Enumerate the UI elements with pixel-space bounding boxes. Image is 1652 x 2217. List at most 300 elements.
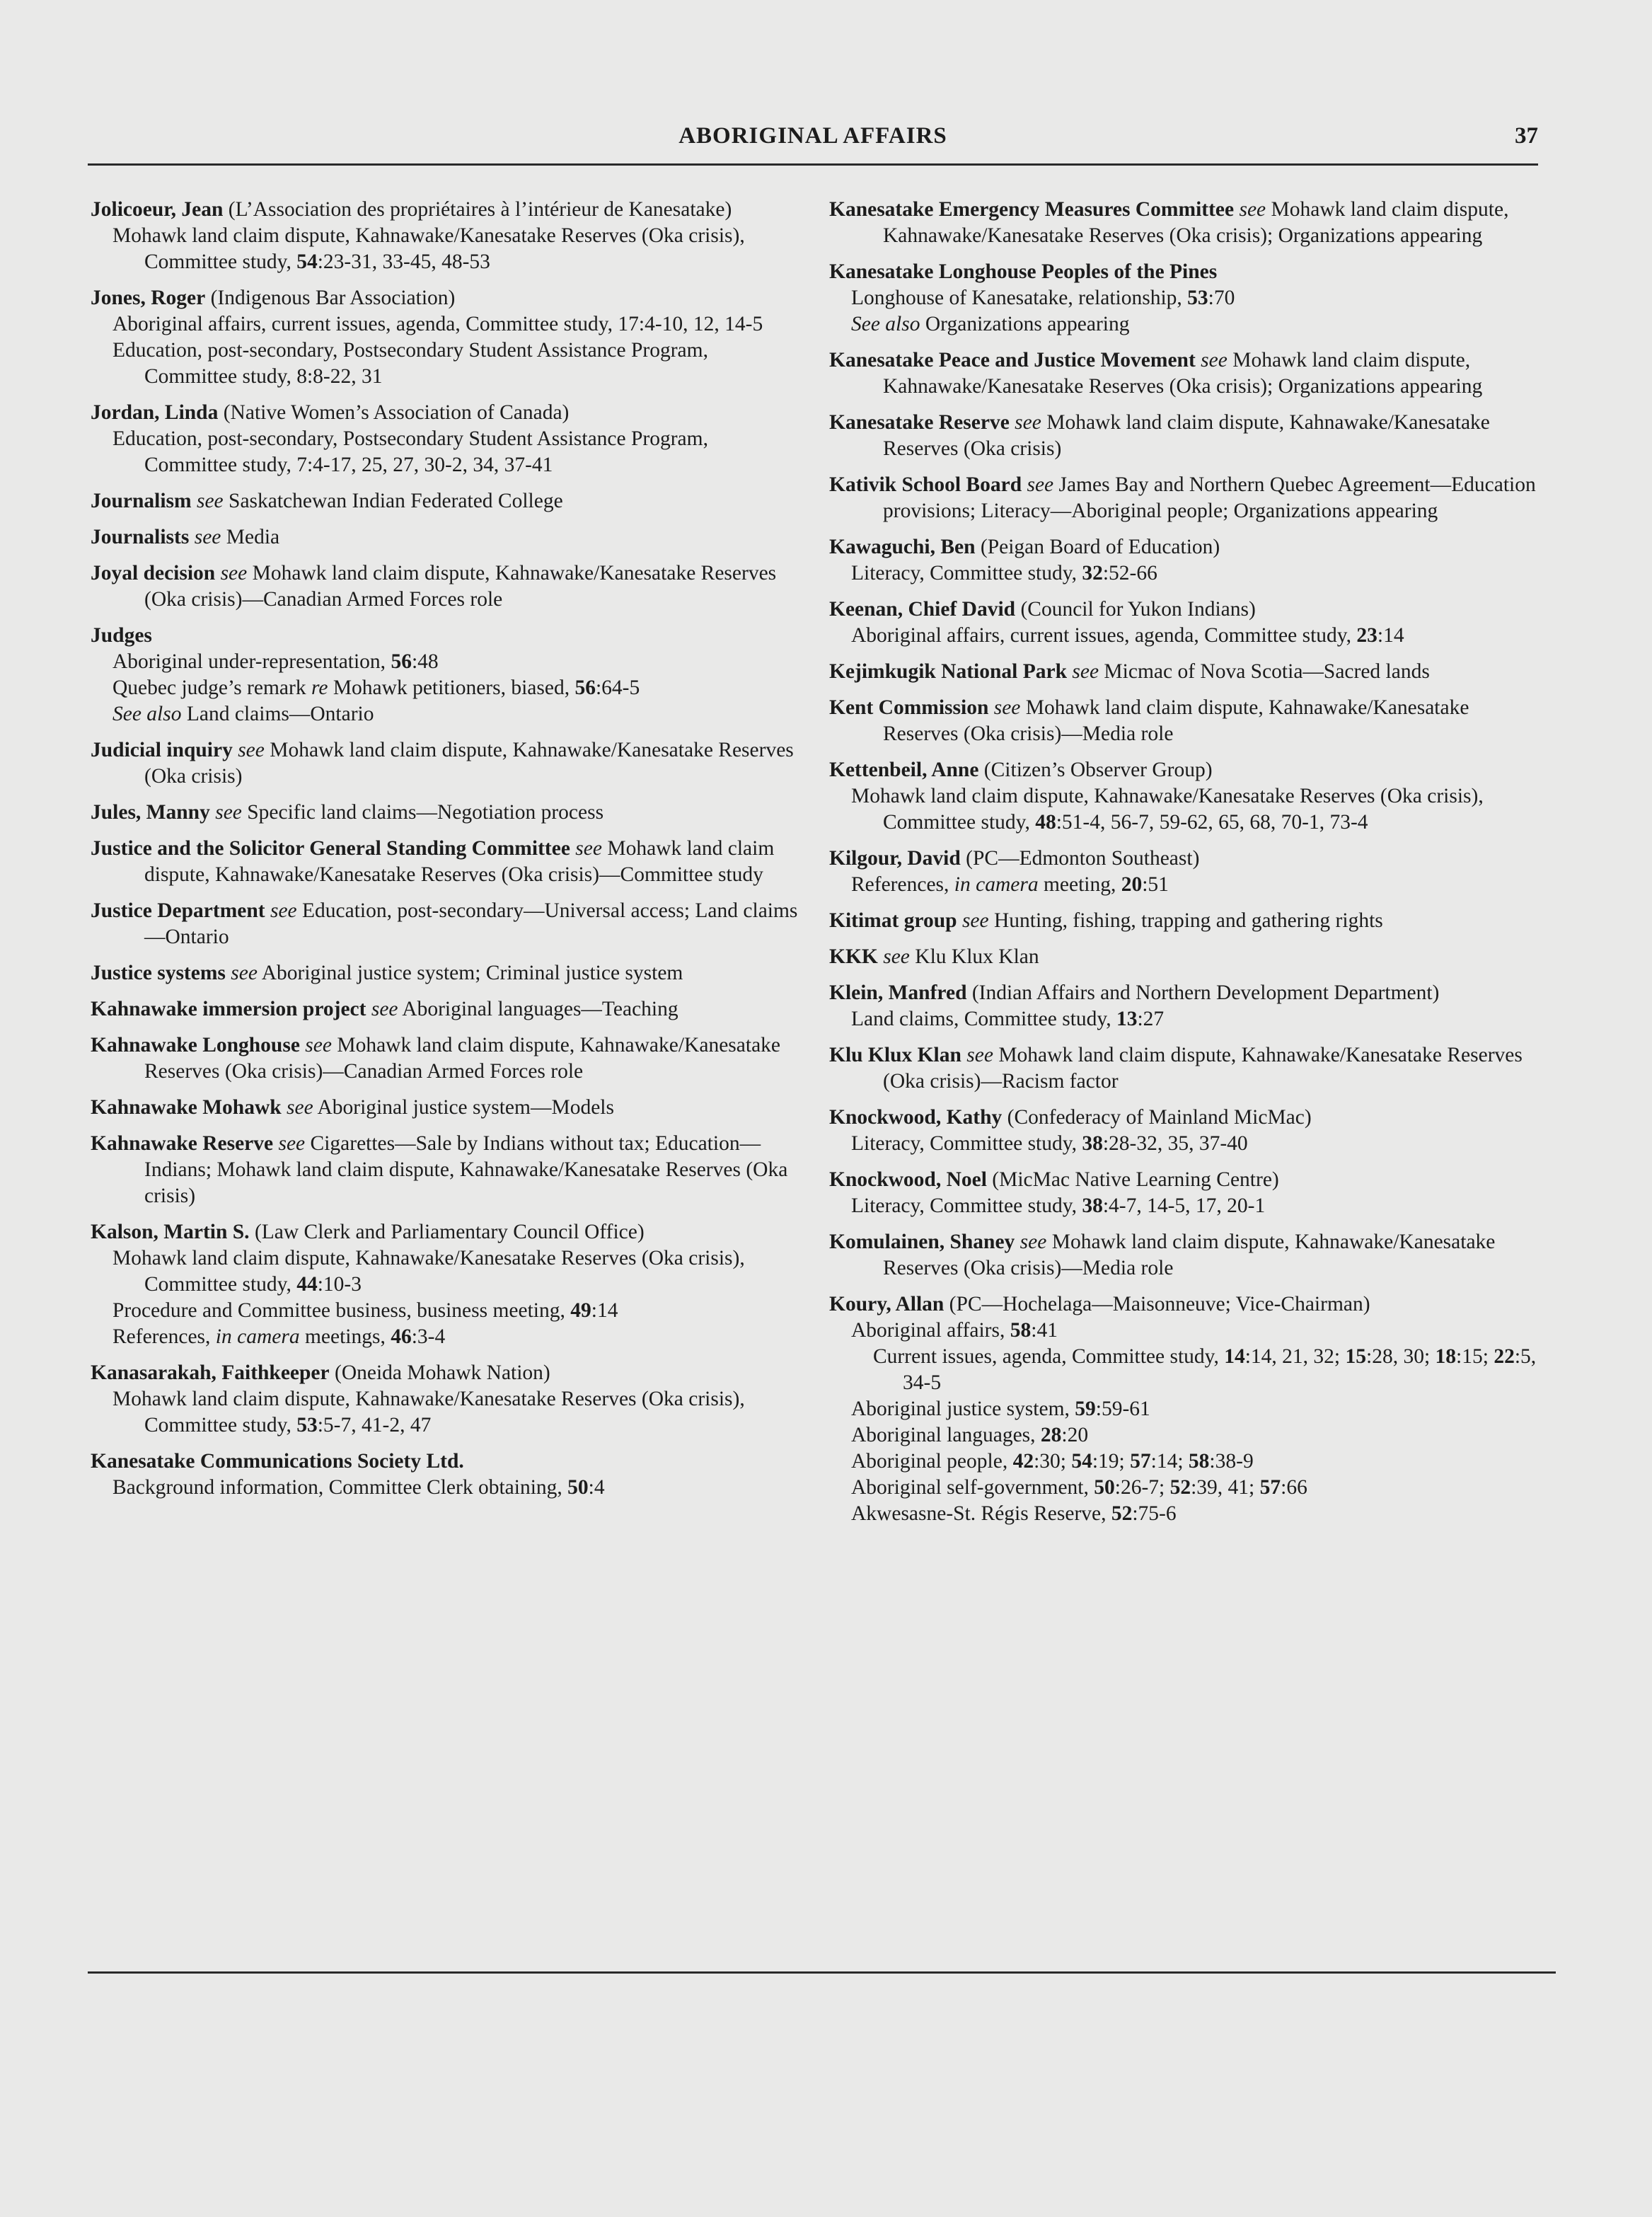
index-entry	[91, 285, 798, 390]
sub-entry-text: Quebec judge’s remark	[112, 676, 311, 699]
entry-term: Journalism	[91, 490, 192, 512]
issue-number: 53	[296, 1414, 318, 1436]
index-entry	[91, 836, 798, 888]
sub-entry-text: Aboriginal affairs, current issues, agenda, Committee study,	[851, 624, 1357, 647]
sub-entry-text: Literacy, Committee study,	[851, 562, 1082, 585]
entry-term: Jordan, Linda	[91, 401, 219, 424]
issue-number: 52	[1169, 1476, 1191, 1499]
sub-entry	[829, 311, 1537, 338]
entry-heading	[91, 400, 798, 426]
entry-detail: Aboriginal languages—Teaching	[398, 998, 678, 1020]
entry-term: Kahnawake immersion project	[91, 998, 366, 1020]
entry-detail: Mohawk land claim dispute, Kahnawake/Kanesatake Reserves (Oka crisis)—Canadian Armed Forces role	[144, 562, 777, 611]
see-reference: see	[1072, 660, 1099, 683]
sub-entry-text: :3-4	[411, 1325, 446, 1348]
sub-entry	[829, 560, 1537, 587]
entry-detail: (Citizen’s Observer Group)	[978, 759, 1213, 781]
entry-term: Kahnawake Longhouse	[91, 1034, 300, 1056]
entry-term: KKK	[829, 945, 878, 968]
entry-term: Kilgour, David	[829, 847, 961, 870]
issue-number: 15	[1345, 1345, 1367, 1368]
entry-heading	[91, 996, 798, 1023]
entry-term: Jones, Roger	[91, 287, 206, 309]
entry-heading	[829, 846, 1537, 872]
sub-entry-text: in camera	[954, 873, 1039, 896]
index-entry	[91, 1219, 798, 1350]
entry-heading	[829, 695, 1537, 747]
entry-heading	[829, 472, 1537, 524]
entry-term: Kanesatake Reserve	[829, 411, 1010, 434]
index-entry	[91, 898, 798, 950]
sub-entry-text: :41	[1031, 1319, 1058, 1342]
entry-term: Justice and the Solicitor General Standing Committee	[91, 837, 570, 860]
sub-entry-text: Organizations appearing	[920, 313, 1130, 335]
entry-detail: Hunting, fishing, trapping and gathering rights	[988, 909, 1383, 932]
entry-term: Koury, Allan	[829, 1293, 945, 1315]
sub-entry-text: re	[311, 676, 328, 699]
issue-number: 49	[570, 1299, 591, 1322]
entry-term: Kahnawake Mohawk	[91, 1096, 282, 1119]
entry-term: Knockwood, Noel	[829, 1168, 987, 1191]
index-entry	[829, 757, 1537, 836]
see-reference: see	[238, 739, 265, 761]
entry-term: Klein, Manfred	[829, 981, 967, 1004]
sub-entry-text: :14	[1377, 624, 1404, 647]
entry-detail: (Oneida Mohawk Nation)	[329, 1361, 550, 1384]
sub-entry-text: :75-6	[1132, 1502, 1177, 1525]
sub-entry-text: :5, 34-5	[903, 1345, 1537, 1394]
issue-number: 52	[1111, 1502, 1133, 1525]
issue-number: 38	[1082, 1132, 1103, 1155]
sub-entry-text: :4-7, 14-5, 17, 20-1	[1102, 1194, 1266, 1217]
sub-entry	[829, 1131, 1537, 1157]
entry-term: Kanesatake Communications Society Ltd.	[91, 1450, 464, 1473]
sub-entry-text: Mohawk petitioners, biased,	[328, 676, 575, 699]
issue-number: 22	[1494, 1345, 1515, 1368]
index-entry	[91, 1095, 798, 1121]
see-reference: see	[1019, 1231, 1047, 1253]
sub-entry-text: :28-32, 35, 37-40	[1102, 1132, 1248, 1155]
see-reference: see	[278, 1132, 306, 1155]
header-rule	[88, 163, 1538, 166]
entry-detail: Aboriginal justice system—Models	[313, 1096, 614, 1119]
sub-entry-text: :20	[1061, 1424, 1089, 1446]
index-entry	[829, 197, 1537, 249]
issue-number: 56	[391, 650, 412, 673]
entry-term: Kanesatake Longhouse Peoples of the Pines	[829, 260, 1218, 283]
sub-entry-text: Background information, Committee Clerk obtaining,	[112, 1476, 568, 1499]
sub-entry-text: :51	[1142, 873, 1169, 896]
entry-heading	[91, 737, 798, 790]
sub-entry	[829, 1475, 1537, 1501]
index-entry	[829, 695, 1537, 747]
index-entry	[829, 410, 1537, 462]
entry-detail: (PC—Edmonton Southeast)	[960, 847, 1200, 870]
index-entry	[91, 623, 798, 727]
see-reference: see	[371, 998, 398, 1020]
sub-entry	[91, 1475, 798, 1501]
sub-entry	[829, 1006, 1537, 1032]
entry-detail: Mohawk land claim dispute, Kahnawake/Kanesatake Reserves (Oka crisis)—Canadian Armed Forces role	[144, 1034, 781, 1083]
sub-entry-text: Aboriginal under-representation,	[112, 650, 391, 673]
entry-heading	[829, 980, 1537, 1006]
index-entry	[91, 524, 798, 551]
sub-entry-text: Literacy, Committee study,	[851, 1132, 1082, 1155]
entry-heading	[829, 1042, 1537, 1095]
see-reference: see	[1239, 198, 1266, 221]
entry-heading	[829, 908, 1537, 934]
entry-heading	[829, 944, 1537, 970]
sub-entry-text: Longhouse of Kanesatake, relationship,	[851, 287, 1188, 309]
entry-detail: (PC—Hochelaga—Maisonneuve; Vice-Chairman)	[944, 1293, 1370, 1315]
sub-entry	[91, 701, 798, 727]
sub-entry	[91, 1245, 798, 1298]
entry-heading	[829, 1291, 1537, 1318]
entry-heading	[829, 347, 1537, 400]
entry-heading	[829, 659, 1537, 685]
sub-entry-text: :38-9	[1209, 1450, 1254, 1473]
index-entry	[91, 1032, 798, 1085]
sub-entry-text: Procedure and Committee business, business meeting,	[112, 1299, 571, 1322]
entry-detail: (Confederacy of Mainland MicMac)	[1002, 1106, 1312, 1129]
see-reference: see	[194, 526, 221, 548]
entry-term: Kanesatake Emergency Measures Committee	[829, 198, 1235, 221]
sub-entry	[91, 338, 798, 390]
entry-detail: Micmac of Nova Scotia—Sacred lands	[1099, 660, 1430, 683]
entry-term: Jolicoeur, Jean	[91, 198, 224, 221]
entry-detail: Mohawk land claim dispute, Kahnawake/Kanesatake Reserves (Oka crisis)—Committee study	[144, 837, 775, 886]
sub-entry	[829, 1344, 1537, 1396]
sub-entry-text: Mohawk land claim dispute, Kahnawake/Kanesatake Reserves (Oka crisis), Committee study,	[112, 1388, 745, 1436]
index-entry	[829, 908, 1537, 934]
index-entry	[91, 1131, 798, 1209]
see-reference: see	[220, 562, 248, 585]
entry-detail: (MicMac Native Learning Centre)	[986, 1168, 1279, 1191]
entry-detail: (Native Women’s Association of Canada)	[218, 401, 570, 424]
issue-number: 14	[1224, 1345, 1245, 1368]
sub-entry	[91, 1324, 798, 1350]
sub-entry-text: Aboriginal people,	[851, 1450, 1013, 1473]
sub-entry-text: Education, post-secondary, Postsecondary Student Assistance Program, Committee study, 7:4-17, 25, 27, 30-2, 34, 37-41	[112, 427, 708, 476]
index-entry	[91, 1360, 798, 1439]
entry-detail: (L’Association des propriétaires à l’intérieur de Kanesatake)	[223, 198, 732, 221]
sub-entry	[91, 311, 798, 338]
index-entry	[829, 1229, 1537, 1282]
entry-heading	[829, 259, 1537, 285]
sub-entry-text: :28, 30;	[1366, 1345, 1436, 1368]
entry-detail: Mohawk land claim dispute, Kahnawake/Kanesatake Reserves (Oka crisis)—Media role	[883, 1231, 1496, 1279]
sub-entry-text: :15;	[1456, 1345, 1494, 1368]
entry-heading	[91, 285, 798, 311]
see-reference: see	[993, 696, 1021, 719]
entry-heading	[829, 197, 1537, 249]
index-entry	[829, 534, 1537, 587]
sub-entry	[829, 1501, 1537, 1527]
sub-entry-text: Aboriginal languages,	[851, 1424, 1041, 1446]
sub-entry	[91, 649, 798, 675]
issue-number: 46	[391, 1325, 412, 1348]
page-title: ABORIGINAL AFFAIRS	[678, 123, 947, 149]
sub-entry	[91, 1298, 798, 1324]
see-reference: see	[270, 899, 297, 922]
see-reference: see	[287, 1096, 313, 1119]
entry-detail: James Bay and Northern Quebec Agreement—Education provisions; Literacy—Aboriginal people; Organizations appearing	[883, 473, 1536, 522]
sub-entry-text: Literacy, Committee study,	[851, 1194, 1082, 1217]
entry-heading	[829, 1167, 1537, 1193]
entry-heading	[829, 1229, 1537, 1282]
index-entry	[829, 980, 1537, 1032]
entry-term: Keenan, Chief David	[829, 598, 1016, 621]
see-reference: see	[966, 1044, 993, 1066]
index-entry	[829, 1291, 1537, 1527]
sub-entry	[91, 675, 798, 701]
sub-entry-text: Land claims—Ontario	[181, 703, 374, 725]
index-entry	[91, 1449, 798, 1501]
sub-entry-text: :59-61	[1095, 1398, 1150, 1420]
issue-number: 56	[574, 676, 596, 699]
entry-term: Kejimkugik National Park	[829, 660, 1067, 683]
entry-detail: Media	[221, 526, 280, 548]
see-reference: see	[1027, 473, 1054, 496]
entry-term: Klu Klux Klan	[829, 1044, 961, 1066]
index-entry	[91, 197, 798, 275]
sub-entry-text: Aboriginal affairs,	[851, 1319, 1010, 1342]
index-entry	[829, 597, 1537, 649]
entry-heading	[91, 1449, 798, 1475]
entry-heading	[91, 800, 798, 826]
index-entry	[91, 960, 798, 986]
sub-entry-text: Mohawk land claim dispute, Kahnawake/Kanesatake Reserves (Oka crisis), Committee study,	[112, 1247, 745, 1296]
entry-term: Kahnawake Reserve	[91, 1132, 274, 1155]
see-reference: see	[961, 909, 989, 932]
entry-term: Joyal decision	[91, 562, 216, 585]
index-entry	[829, 259, 1537, 338]
issue-number: 23	[1356, 624, 1377, 647]
index-column-right	[829, 197, 1537, 1537]
sub-entry-text: :26-7;	[1114, 1476, 1170, 1499]
issue-number: 50	[567, 1476, 589, 1499]
issue-number: 44	[296, 1273, 318, 1296]
sub-entry-text: Mohawk land claim dispute, Kahnawake/Kanesatake Reserves (Oka crisis), Committee study,	[851, 785, 1484, 834]
sub-entry-text: meeting,	[1038, 873, 1121, 896]
sub-entry	[829, 1193, 1537, 1219]
entry-term: Kanesatake Peace and Justice Movement	[829, 349, 1196, 372]
issue-number: 58	[1010, 1319, 1032, 1342]
entry-detail: (Council for Yukon Indians)	[1015, 598, 1256, 621]
sub-entry-text: :14, 21, 32;	[1244, 1345, 1346, 1368]
see-reference: see	[1201, 349, 1228, 372]
entry-heading	[91, 1219, 798, 1245]
entry-detail: Klu Klux Klan	[909, 945, 1039, 968]
footer-rule	[88, 1971, 1556, 1974]
entry-term: Kawaguchi, Ben	[829, 536, 976, 558]
sub-entry-text: :39, 41;	[1191, 1476, 1260, 1499]
sub-entry-text: :30;	[1034, 1450, 1072, 1473]
sub-entry-text: Land claims, Committee study,	[851, 1008, 1116, 1030]
sub-entry-text: References,	[851, 873, 954, 896]
entry-detail: (Peigan Board of Education)	[975, 536, 1220, 558]
entry-detail: (Indigenous Bar Association)	[205, 287, 456, 309]
see-reference: see	[883, 945, 910, 968]
index-entry	[91, 560, 798, 613]
sub-entry-text: Aboriginal justice system,	[851, 1398, 1075, 1420]
entry-heading	[829, 757, 1537, 783]
entry-term: Judicial inquiry	[91, 739, 233, 761]
index-entry	[91, 400, 798, 478]
issue-number: 50	[1094, 1476, 1115, 1499]
issue-number: 13	[1116, 1008, 1138, 1030]
sub-entry-text: See also	[851, 313, 920, 335]
issue-number: 28	[1040, 1424, 1062, 1446]
entry-heading	[91, 197, 798, 223]
index-column-left	[91, 197, 798, 1511]
sub-entry-text: Education, post-secondary, Postsecondary Student Assistance Program, Committee study, 8:8-22, 31	[112, 339, 708, 388]
sub-entry	[829, 872, 1537, 898]
index-entry	[91, 737, 798, 790]
sub-entry-text: Mohawk land claim dispute, Kahnawake/Kanesatake Reserves (Oka crisis), Committee study,	[112, 224, 745, 273]
entry-term: Komulainen, Shaney	[829, 1231, 1015, 1253]
sub-entry	[829, 1449, 1537, 1475]
index-entry	[829, 944, 1537, 970]
sub-entry-text: meetings,	[299, 1325, 391, 1348]
see-reference: see	[231, 962, 258, 984]
sub-entry	[91, 426, 798, 478]
entry-term: Kettenbeil, Anne	[829, 759, 979, 781]
sub-entry-text: :14	[591, 1299, 618, 1322]
entry-heading	[91, 1360, 798, 1386]
entry-heading	[91, 1032, 798, 1085]
entry-detail: Mohawk land claim dispute, Kahnawake/Kanesatake Reserves (Oka crisis)—Racism factor	[883, 1044, 1523, 1093]
entry-term: Justice systems	[91, 962, 226, 984]
sub-entry-text: Current issues, agenda, Committee study,	[873, 1345, 1225, 1368]
sub-entry	[829, 1318, 1537, 1344]
entry-detail: Mohawk land claim dispute, Kahnawake/Kanesatake Reserves (Oka crisis)	[883, 411, 1490, 460]
entry-term: Kativik School Board	[829, 473, 1022, 496]
entry-term: Kent Commission	[829, 696, 989, 719]
entry-detail: Specific land claims—Negotiation process	[241, 801, 604, 824]
issue-number: 57	[1130, 1450, 1151, 1473]
entry-heading	[91, 524, 798, 551]
entry-heading	[91, 1131, 798, 1209]
entry-heading	[829, 534, 1537, 560]
entry-detail: (Law Clerk and Parliamentary Council Office)	[249, 1221, 645, 1243]
entry-heading	[91, 623, 798, 649]
entry-heading	[91, 1095, 798, 1121]
entry-term: Kitimat group	[829, 909, 957, 932]
index-entry	[829, 1042, 1537, 1095]
issue-number: 54	[1071, 1450, 1092, 1473]
page-header	[88, 120, 1538, 163]
issue-number: 32	[1082, 562, 1103, 585]
sub-entry-text: References,	[112, 1325, 216, 1348]
index-entry	[829, 1105, 1537, 1157]
see-reference: see	[575, 837, 602, 860]
sub-entry-text: Aboriginal affairs, current issues, agenda, Committee study, 17:4-10, 12, 14-5	[112, 313, 763, 335]
entry-detail: Education, post-secondary—Universal access; Land claims—Ontario	[144, 899, 798, 948]
see-reference: see	[305, 1034, 332, 1056]
entry-detail: Mohawk land claim dispute, Kahnawake/Kanesatake Reserves (Oka crisis); Organizations appearing	[883, 349, 1483, 398]
issue-number: 42	[1012, 1450, 1034, 1473]
index-entry	[829, 472, 1537, 524]
sub-entry-text: :19;	[1092, 1450, 1131, 1473]
issue-number: 38	[1082, 1194, 1103, 1217]
sub-entry-text: :48	[411, 650, 439, 673]
entry-term: Judges	[91, 624, 152, 647]
entry-detail: Mohawk land claim dispute, Kahnawake/Kanesatake Reserves (Oka crisis)	[144, 739, 794, 788]
entry-heading	[91, 836, 798, 888]
sub-entry-text: :10-3	[317, 1273, 362, 1296]
sub-entry	[91, 1386, 798, 1439]
entry-term: Journalists	[91, 526, 190, 548]
index-entry	[91, 996, 798, 1023]
entry-heading	[91, 488, 798, 514]
sub-entry	[829, 285, 1537, 311]
sub-entry	[829, 1396, 1537, 1422]
see-reference: see	[215, 801, 242, 824]
entry-term: Jules, Manny	[91, 801, 210, 824]
entry-term: Kalson, Martin S.	[91, 1221, 250, 1243]
entry-detail: Cigarettes—Sale by Indians without tax; Education—Indians; Mohawk land claim dispute, Kahnawake/Kanesatake Reserves (Oka crisis)	[144, 1132, 788, 1207]
index-entry	[829, 659, 1537, 685]
page-number: 37	[1515, 123, 1538, 149]
sub-entry	[829, 783, 1537, 836]
sub-entry	[829, 623, 1537, 649]
sub-entry-text: :23-31, 33-45, 48-53	[317, 251, 490, 273]
index-entry	[91, 488, 798, 514]
issue-number: 53	[1187, 287, 1208, 309]
entry-detail: Saskatchewan Indian Federated College	[223, 490, 563, 512]
sub-entry-text: :52-66	[1102, 562, 1157, 585]
entry-heading	[829, 1105, 1537, 1131]
entry-term: Knockwood, Kathy	[829, 1106, 1003, 1129]
entry-heading	[91, 560, 798, 613]
sub-entry-text: :5-7, 41-2, 47	[317, 1414, 432, 1436]
sub-entry-text: :14;	[1150, 1450, 1189, 1473]
see-reference: see	[1015, 411, 1041, 434]
entry-term: Kanasarakah, Faithkeeper	[91, 1361, 330, 1384]
entry-term: Justice Department	[91, 899, 265, 922]
sub-entry-text: :70	[1208, 287, 1235, 309]
sub-entry-text: See also	[112, 703, 182, 725]
entry-detail: Aboriginal justice system; Criminal justice system	[257, 962, 683, 984]
sub-entry-text: :64-5	[595, 676, 640, 699]
index-entry	[829, 846, 1537, 898]
sub-entry-text: :4	[588, 1476, 605, 1499]
entry-heading	[829, 410, 1537, 462]
issue-number: 57	[1259, 1476, 1281, 1499]
sub-entry	[91, 223, 798, 275]
sub-entry-text: :51-4, 56-7, 59-62, 65, 68, 70-1, 73-4	[1056, 811, 1368, 834]
sub-entry-text: :27	[1137, 1008, 1165, 1030]
issue-number: 20	[1121, 873, 1143, 896]
index-entry	[829, 347, 1537, 400]
entry-detail: Mohawk land claim dispute, Kahnawake/Kanesatake Reserves (Oka crisis)—Media role	[883, 696, 1469, 745]
issue-number: 59	[1075, 1398, 1096, 1420]
entry-detail: Mohawk land claim dispute, Kahnawake/Kanesatake Reserves (Oka crisis); Organizations appearing	[883, 198, 1509, 247]
entry-heading	[829, 597, 1537, 623]
sub-entry-text: Aboriginal self-government,	[851, 1476, 1094, 1499]
sub-entry-text: Akwesasne-St. Régis Reserve,	[851, 1502, 1111, 1525]
issue-number: 54	[296, 251, 318, 273]
sub-entry	[829, 1422, 1537, 1449]
sub-entry-text: :66	[1281, 1476, 1307, 1499]
entry-detail: (Indian Affairs and Northern Development Department)	[966, 981, 1440, 1004]
index-entry	[91, 800, 798, 826]
see-reference: see	[196, 490, 224, 512]
issue-number: 58	[1188, 1450, 1210, 1473]
issue-number: 18	[1435, 1345, 1457, 1368]
issue-number: 48	[1035, 811, 1056, 834]
